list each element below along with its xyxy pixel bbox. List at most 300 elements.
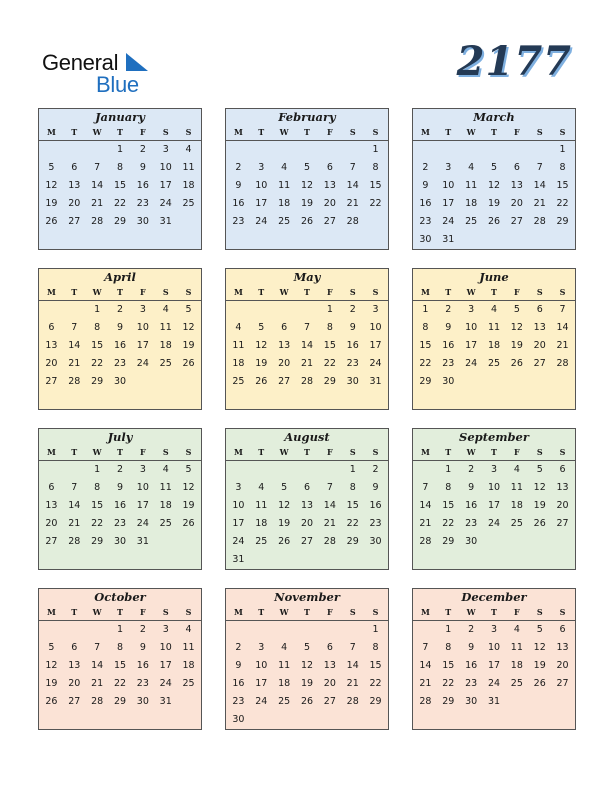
day-cell: 26 xyxy=(487,216,501,227)
day-cell: 31 xyxy=(487,696,501,707)
day-cell: 1 xyxy=(559,144,566,155)
day-cell: 4 xyxy=(468,162,475,173)
day-cell: 4 xyxy=(185,624,192,635)
month-december xyxy=(412,588,576,730)
month-february xyxy=(225,108,389,250)
day-cell: 2 xyxy=(116,464,124,475)
weekday-label: T xyxy=(445,447,452,457)
weekday-header-row xyxy=(413,606,575,621)
day-cell: 17 xyxy=(442,198,455,209)
logo-text-blue: Blue xyxy=(96,72,139,97)
day-cell: 2 xyxy=(468,464,475,475)
day-cell: 26 xyxy=(278,536,291,547)
day-cell: 21 xyxy=(323,518,336,529)
day-cell: 13 xyxy=(556,642,569,653)
day-cell: 25 xyxy=(278,216,291,227)
day-cell: 11 xyxy=(255,500,268,511)
day-cell: 20 xyxy=(323,198,336,209)
day-cell: 28 xyxy=(91,696,104,707)
day-cell: 26 xyxy=(533,678,546,689)
weekday-label: T xyxy=(445,607,452,617)
day-cell: 23 xyxy=(419,216,432,227)
day-cell: 8 xyxy=(116,162,124,173)
day-cell: 1 xyxy=(116,624,124,635)
day-cell: 17 xyxy=(159,180,172,191)
day-cell: 21 xyxy=(91,198,104,209)
weekday-label: F xyxy=(140,127,146,137)
day-cell: 25 xyxy=(465,216,478,227)
weekday-label: M xyxy=(233,127,243,137)
day-cell: 21 xyxy=(346,198,359,209)
day-cell: 19 xyxy=(533,660,546,671)
day-cell: 4 xyxy=(513,624,520,635)
day-cell: 24 xyxy=(232,536,245,547)
day-cell: 29 xyxy=(91,536,104,547)
month-title: June xyxy=(479,270,509,284)
day-cell: 14 xyxy=(91,660,104,671)
day-cell: 11 xyxy=(278,660,291,671)
day-cell: 16 xyxy=(369,500,382,511)
weekday-label: T xyxy=(117,607,123,617)
month-november xyxy=(225,588,389,730)
day-cell: 3 xyxy=(445,162,452,173)
empty-day-cell xyxy=(273,301,296,319)
empty-day-cell xyxy=(40,301,63,319)
day-cell: 15 xyxy=(556,180,569,191)
day-cell: 27 xyxy=(323,696,336,707)
empty-day-cell xyxy=(227,461,250,479)
day-cell: 24 xyxy=(442,216,455,227)
weekday-label: T xyxy=(71,607,78,617)
day-cell: 15 xyxy=(113,180,127,191)
weekday-label: F xyxy=(514,127,520,137)
weekday-header-row xyxy=(413,446,575,461)
day-cell: 21 xyxy=(533,198,546,209)
weekday-label: W xyxy=(279,287,289,297)
day-grid xyxy=(413,301,575,391)
day-cell: 14 xyxy=(419,500,432,511)
day-cell: 7 xyxy=(559,304,566,315)
day-cell: 19 xyxy=(300,198,314,209)
day-cell: 18 xyxy=(510,660,523,671)
day-cell: 11 xyxy=(159,482,172,493)
day-cell: 5 xyxy=(303,642,311,653)
weekday-label: F xyxy=(327,447,333,457)
empty-day-cell xyxy=(414,461,437,479)
day-cell: 20 xyxy=(510,198,523,209)
day-cell: 17 xyxy=(369,340,382,351)
day-cell: 7 xyxy=(71,482,78,493)
empty-day-cell xyxy=(528,141,551,159)
weekday-label: M xyxy=(420,127,430,137)
weekday-label: W xyxy=(466,447,476,457)
weekday-label: T xyxy=(71,287,78,297)
day-cell: 14 xyxy=(68,340,81,351)
day-cell: 10 xyxy=(159,642,172,653)
day-cell: 18 xyxy=(465,198,478,209)
empty-day-cell xyxy=(63,621,86,639)
day-cell: 3 xyxy=(258,162,265,173)
day-cell: 23 xyxy=(465,678,478,689)
day-cell: 23 xyxy=(136,678,149,689)
day-cell: 5 xyxy=(48,642,55,653)
weekday-label: S xyxy=(372,287,379,297)
day-cell: 11 xyxy=(159,322,172,333)
day-cell: 10 xyxy=(159,162,172,173)
day-cell: 31 xyxy=(159,216,172,227)
day-cell: 10 xyxy=(487,482,501,493)
weekday-label: F xyxy=(514,447,520,457)
day-cell: 6 xyxy=(536,304,543,315)
day-cell: 1 xyxy=(372,144,379,155)
weekday-header-row xyxy=(413,286,575,301)
empty-day-cell xyxy=(460,141,483,159)
weekday-header-row xyxy=(413,126,575,141)
day-cell: 21 xyxy=(91,678,104,689)
day-cell: 14 xyxy=(556,322,569,333)
day-cell: 16 xyxy=(346,340,359,351)
day-cell: 4 xyxy=(258,482,265,493)
day-cell: 9 xyxy=(116,322,124,333)
day-cell: 8 xyxy=(349,482,356,493)
day-cell: 9 xyxy=(116,482,124,493)
day-cell: 23 xyxy=(232,216,245,227)
day-cell: 1 xyxy=(116,144,124,155)
day-cell: 11 xyxy=(487,322,501,333)
day-cell: 12 xyxy=(45,660,58,671)
day-cell: 22 xyxy=(323,358,336,369)
day-cell: 29 xyxy=(369,696,382,707)
day-cell: 8 xyxy=(372,162,379,173)
day-cell: 14 xyxy=(346,180,359,191)
day-cell: 27 xyxy=(510,216,523,227)
day-cell: 4 xyxy=(490,304,498,315)
day-cell: 7 xyxy=(422,482,429,493)
day-cell: 25 xyxy=(159,358,172,369)
day-cell: 27 xyxy=(556,678,569,689)
day-cell: 31 xyxy=(369,376,382,387)
day-cell: 21 xyxy=(68,518,81,529)
day-cell: 5 xyxy=(536,464,543,475)
weekday-label: T xyxy=(491,607,497,617)
empty-day-cell xyxy=(250,301,273,319)
day-cell: 8 xyxy=(326,322,333,333)
weekday-label: T xyxy=(304,287,310,297)
day-cell: 8 xyxy=(94,322,101,333)
day-cell: 5 xyxy=(185,464,192,475)
empty-day-cell xyxy=(296,301,319,319)
weekday-label: F xyxy=(327,607,333,617)
day-cell: 11 xyxy=(465,180,478,191)
weekday-label: F xyxy=(514,287,520,297)
weekday-label: S xyxy=(185,127,192,137)
day-cell: 28 xyxy=(68,536,81,547)
day-grid xyxy=(226,141,388,231)
day-cell: 29 xyxy=(442,536,455,547)
empty-day-cell xyxy=(250,621,273,639)
day-cell: 1 xyxy=(445,464,452,475)
day-cell: 30 xyxy=(113,376,127,387)
day-cell: 27 xyxy=(68,696,81,707)
weekday-label: S xyxy=(162,607,169,617)
day-cell: 25 xyxy=(182,198,195,209)
day-grid xyxy=(39,461,201,551)
day-cell: 8 xyxy=(116,642,124,653)
month-august xyxy=(225,428,389,570)
logo-text-general: General xyxy=(42,50,119,75)
day-cell: 18 xyxy=(159,340,172,351)
weekday-label: M xyxy=(233,607,243,617)
day-cell: 24 xyxy=(159,678,172,689)
empty-day-cell xyxy=(227,141,250,159)
day-cell: 19 xyxy=(182,500,195,511)
empty-day-cell xyxy=(414,621,437,639)
day-cell: 26 xyxy=(533,518,546,529)
day-cell: 8 xyxy=(445,482,452,493)
day-cell: 12 xyxy=(182,482,195,493)
day-cell: 24 xyxy=(369,358,382,369)
day-cell: 23 xyxy=(232,696,245,707)
empty-day-cell xyxy=(63,461,86,479)
month-title: January xyxy=(95,110,145,124)
empty-day-cell xyxy=(341,141,364,159)
day-cell: 14 xyxy=(533,180,546,191)
day-cell: 27 xyxy=(278,376,291,387)
day-cell: 2 xyxy=(468,624,475,635)
day-cell: 29 xyxy=(91,376,104,387)
day-cell: 22 xyxy=(113,198,127,209)
day-cell: 6 xyxy=(48,322,55,333)
day-cell: 1 xyxy=(94,304,101,315)
day-grid xyxy=(226,301,388,391)
day-cell: 7 xyxy=(94,162,101,173)
day-cell: 20 xyxy=(556,500,569,511)
empty-day-cell xyxy=(296,461,319,479)
day-cell: 23 xyxy=(346,358,359,369)
day-cell: 6 xyxy=(513,162,520,173)
day-cell: 1 xyxy=(349,464,356,475)
day-cell: 24 xyxy=(487,518,501,529)
day-cell: 30 xyxy=(369,536,382,547)
day-cell: 25 xyxy=(182,678,195,689)
day-cell: 26 xyxy=(45,216,58,227)
day-cell: 22 xyxy=(91,358,104,369)
day-cell: 28 xyxy=(323,536,336,547)
day-cell: 6 xyxy=(281,322,288,333)
weekday-label: T xyxy=(491,287,497,297)
day-cell: 27 xyxy=(300,536,314,547)
day-cell: 17 xyxy=(136,500,149,511)
day-cell: 22 xyxy=(556,198,569,209)
day-cell: 30 xyxy=(136,696,149,707)
day-grid xyxy=(413,141,575,249)
day-cell: 20 xyxy=(278,358,291,369)
day-cell: 15 xyxy=(442,500,455,511)
day-cell: 14 xyxy=(419,660,432,671)
month-march xyxy=(412,108,576,250)
weekday-label: S xyxy=(162,127,169,137)
day-grid xyxy=(413,621,575,711)
day-cell: 5 xyxy=(258,322,265,333)
weekday-label: M xyxy=(233,447,243,457)
day-cell: 12 xyxy=(45,180,58,191)
day-cell: 11 xyxy=(182,162,195,173)
day-cell: 25 xyxy=(159,518,172,529)
day-cell: 3 xyxy=(162,624,169,635)
day-cell: 6 xyxy=(303,482,311,493)
day-cell: 3 xyxy=(372,304,379,315)
day-cell: 10 xyxy=(442,180,455,191)
empty-day-cell xyxy=(318,461,341,479)
day-cell: 9 xyxy=(235,660,242,671)
day-cell: 6 xyxy=(559,624,566,635)
day-cell: 22 xyxy=(369,198,382,209)
day-cell: 15 xyxy=(419,340,432,351)
day-cell: 16 xyxy=(419,198,432,209)
day-cell: 10 xyxy=(255,180,268,191)
day-cell: 9 xyxy=(139,162,146,173)
day-cell: 2 xyxy=(349,304,356,315)
day-cell: 7 xyxy=(94,642,101,653)
day-cell: 25 xyxy=(487,358,501,369)
day-cell: 31 xyxy=(232,554,245,565)
day-cell: 7 xyxy=(422,642,429,653)
day-cell: 12 xyxy=(533,482,546,493)
day-cell: 19 xyxy=(278,518,291,529)
weekday-label: S xyxy=(349,287,356,297)
day-cell: 24 xyxy=(487,678,501,689)
day-cell: 17 xyxy=(255,198,268,209)
weekday-label: T xyxy=(258,447,265,457)
day-cell: 12 xyxy=(255,340,268,351)
empty-day-cell xyxy=(227,301,250,319)
day-cell: 12 xyxy=(182,322,195,333)
day-cell: 23 xyxy=(442,358,455,369)
day-cell: 15 xyxy=(113,660,127,671)
month-june xyxy=(412,268,576,410)
day-cell: 2 xyxy=(139,144,146,155)
day-cell: 30 xyxy=(113,536,127,547)
day-cell: 9 xyxy=(468,642,475,653)
empty-day-cell xyxy=(318,141,341,159)
day-cell: 1 xyxy=(422,304,429,315)
empty-day-cell xyxy=(505,141,528,159)
weekday-label: W xyxy=(92,447,102,457)
day-cell: 13 xyxy=(45,340,58,351)
day-cell: 5 xyxy=(513,304,520,315)
weekday-label: T xyxy=(258,607,265,617)
day-cell: 6 xyxy=(326,642,333,653)
day-cell: 27 xyxy=(533,358,546,369)
day-cell: 27 xyxy=(45,536,58,547)
day-grid xyxy=(226,621,388,729)
day-cell: 27 xyxy=(68,216,81,227)
day-cell: 9 xyxy=(422,180,429,191)
weekday-label: M xyxy=(420,287,430,297)
day-cell: 24 xyxy=(465,358,478,369)
day-cell: 11 xyxy=(510,642,523,653)
day-cell: 21 xyxy=(419,678,432,689)
day-cell: 16 xyxy=(465,500,478,511)
day-cell: 9 xyxy=(139,642,146,653)
day-cell: 3 xyxy=(235,482,242,493)
day-cell: 6 xyxy=(48,482,55,493)
day-cell: 10 xyxy=(232,500,245,511)
empty-day-cell xyxy=(40,621,63,639)
empty-day-cell xyxy=(437,141,460,159)
day-cell: 23 xyxy=(113,358,127,369)
day-cell: 2 xyxy=(235,162,242,173)
weekday-label: S xyxy=(372,607,379,617)
empty-day-cell xyxy=(296,621,319,639)
day-cell: 26 xyxy=(510,358,523,369)
weekday-label: F xyxy=(327,127,333,137)
weekday-label: W xyxy=(279,127,289,137)
weekday-label: W xyxy=(92,607,102,617)
day-cell: 19 xyxy=(533,500,546,511)
day-cell: 11 xyxy=(278,180,291,191)
month-october xyxy=(38,588,202,730)
day-cell: 31 xyxy=(136,536,149,547)
day-cell: 21 xyxy=(300,358,314,369)
empty-day-cell xyxy=(273,461,296,479)
day-cell: 17 xyxy=(232,518,245,529)
day-cell: 14 xyxy=(68,500,81,511)
weekday-label: T xyxy=(445,287,452,297)
month-title: March xyxy=(473,110,515,124)
day-cell: 8 xyxy=(94,482,101,493)
weekday-label: M xyxy=(46,287,56,297)
day-cell: 15 xyxy=(442,660,455,671)
day-cell: 2 xyxy=(372,464,379,475)
empty-day-cell xyxy=(40,461,63,479)
day-cell: 9 xyxy=(235,180,242,191)
day-cell: 20 xyxy=(45,518,58,529)
weekday-label: T xyxy=(117,287,123,297)
day-cell: 20 xyxy=(45,358,58,369)
day-cell: 28 xyxy=(91,216,104,227)
day-cell: 3 xyxy=(468,304,475,315)
day-cell: 22 xyxy=(346,518,359,529)
empty-day-cell xyxy=(273,141,296,159)
day-cell: 29 xyxy=(442,696,455,707)
weekday-label: S xyxy=(162,287,169,297)
month-title: November xyxy=(274,590,340,604)
day-cell: 13 xyxy=(510,180,523,191)
empty-day-cell xyxy=(86,141,109,159)
month-title: July xyxy=(107,430,133,444)
weekday-label: S xyxy=(349,127,356,137)
day-cell: 17 xyxy=(487,660,501,671)
day-cell: 24 xyxy=(255,216,268,227)
day-cell: 28 xyxy=(68,376,81,387)
day-cell: 2 xyxy=(422,162,429,173)
day-cell: 30 xyxy=(419,234,432,245)
weekday-label: T xyxy=(117,127,123,137)
day-cell: 30 xyxy=(465,696,478,707)
weekday-header-row xyxy=(39,286,201,301)
empty-day-cell xyxy=(341,621,364,639)
day-cell: 2 xyxy=(139,624,146,635)
weekday-label: S xyxy=(185,607,192,617)
year-title: 2177 xyxy=(456,38,572,85)
day-cell: 19 xyxy=(300,678,314,689)
day-cell: 17 xyxy=(159,660,172,671)
weekday-label: T xyxy=(491,127,497,137)
weekday-label: T xyxy=(71,127,78,137)
weekday-label: T xyxy=(71,447,78,457)
day-cell: 3 xyxy=(162,144,169,155)
